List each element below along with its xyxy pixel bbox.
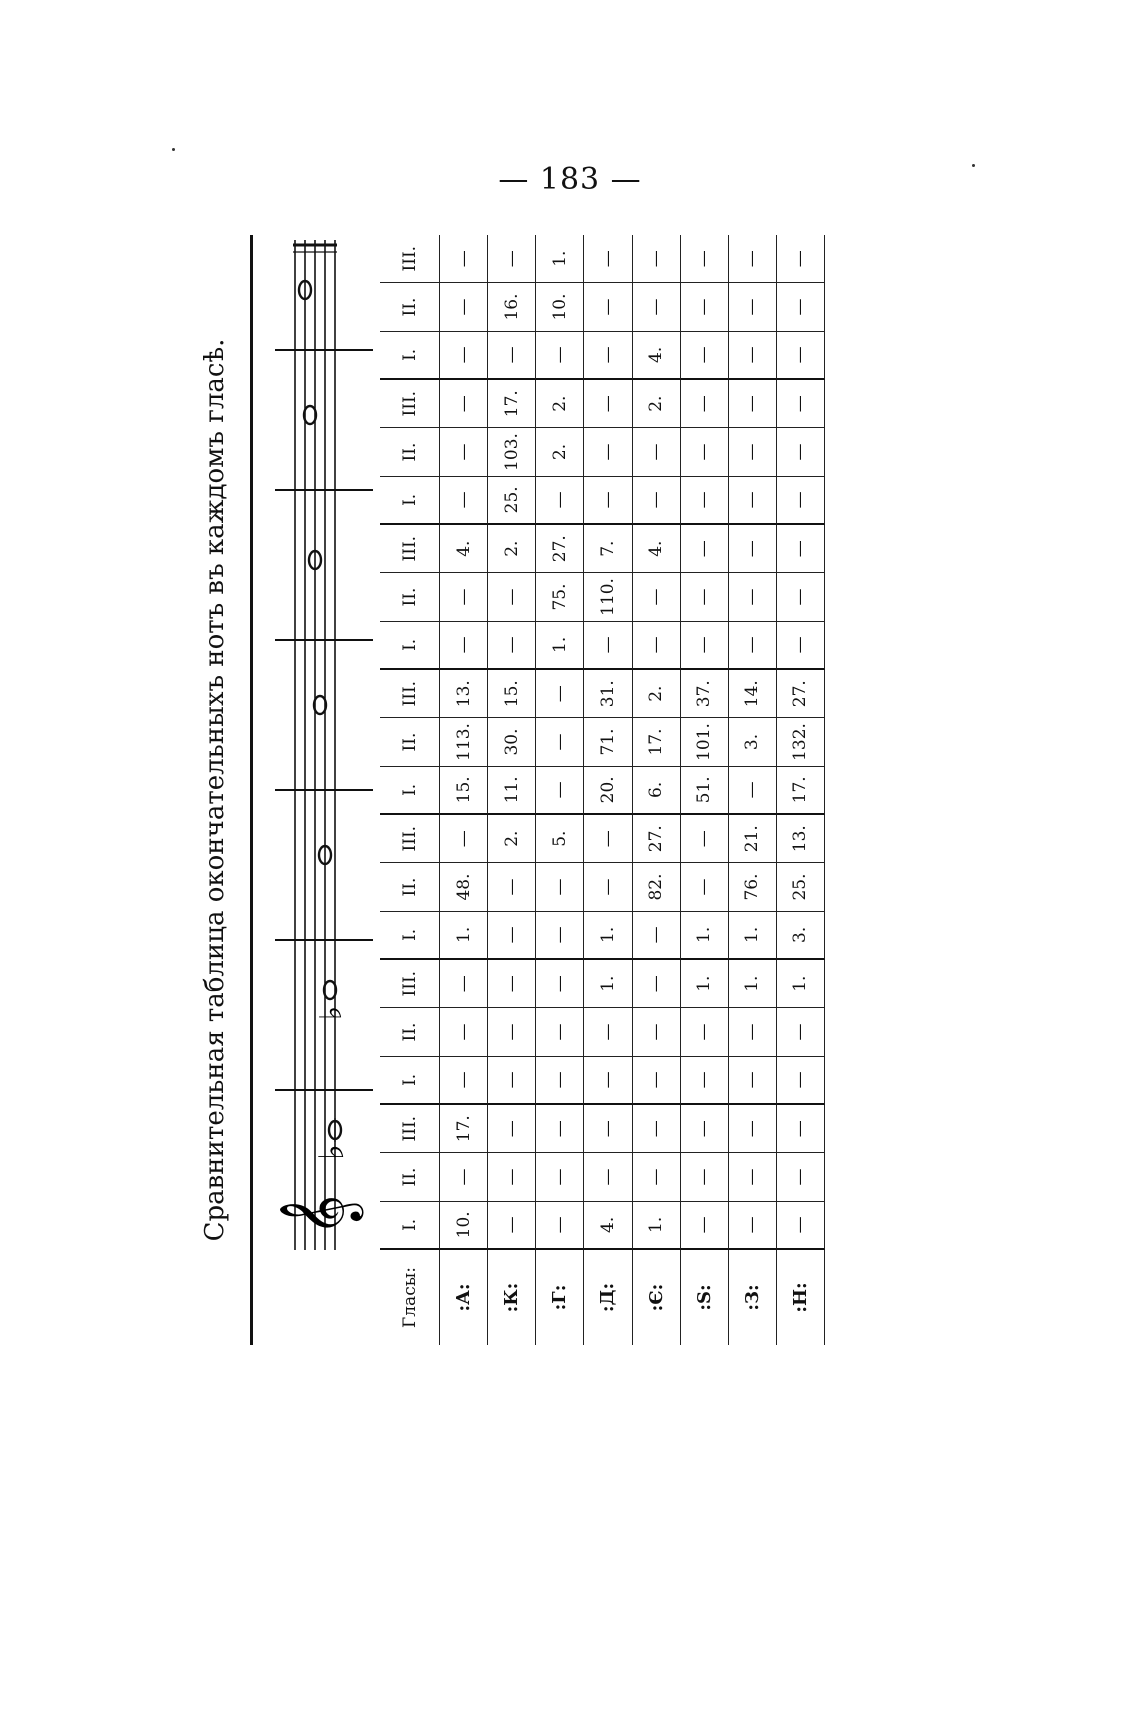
table-cell: — [729, 1105, 777, 1153]
subcolumn-header: I. [380, 1057, 440, 1105]
table-cell: — [777, 332, 825, 380]
table-cell: 3. [777, 912, 825, 960]
table-cell: — [536, 477, 584, 525]
subcolumn-header: I. [380, 477, 440, 525]
subcolumn-header: III. [380, 1105, 440, 1153]
glas-label: :З: [729, 1250, 777, 1345]
table-cell: — [488, 1153, 536, 1201]
table-cell: — [729, 235, 777, 283]
comparison-table [380, 235, 825, 1345]
table-cell: — [440, 622, 488, 670]
table-cell: — [488, 622, 536, 670]
table-cell: — [777, 428, 825, 476]
table-cell: — [681, 332, 729, 380]
table-cell: — [729, 1057, 777, 1105]
table-cell: — [729, 767, 777, 815]
table-cell: 13. [777, 815, 825, 863]
table-cell: 10. [536, 283, 584, 331]
table-cell: — [536, 1105, 584, 1153]
table-cell: 82. [633, 863, 681, 911]
table-cell: 2. [633, 380, 681, 428]
table-cell: — [440, 477, 488, 525]
table-cell: — [633, 477, 681, 525]
table-cell: 21. [729, 815, 777, 863]
table-cell: 5. [536, 815, 584, 863]
table-cell: — [440, 960, 488, 1008]
table-cell: — [536, 1008, 584, 1056]
table-cell: — [729, 1202, 777, 1250]
table-cell: — [536, 1202, 584, 1250]
table-cell: 25. [488, 477, 536, 525]
table-cell: 1. [584, 912, 632, 960]
table-cell: — [584, 622, 632, 670]
table-cell: — [777, 1057, 825, 1105]
table-cell: 13. [440, 670, 488, 718]
table-cell: 16. [488, 283, 536, 331]
flat-icon: ♭ [312, 1143, 352, 1160]
table-cell: — [488, 1202, 536, 1250]
table-cell: — [633, 1057, 681, 1105]
table-cell: — [633, 622, 681, 670]
table-cell: — [584, 1057, 632, 1105]
table-cell: 17. [488, 380, 536, 428]
table-cell: 27. [536, 525, 584, 573]
speck [172, 148, 175, 151]
table-cell: — [536, 863, 584, 911]
table-cell: — [536, 1153, 584, 1201]
table-cell: 1. [440, 912, 488, 960]
subcolumn-header: I. [380, 332, 440, 380]
table-cell: — [777, 622, 825, 670]
table-cell: — [633, 428, 681, 476]
table-cell: — [777, 380, 825, 428]
subcolumn-header: II. [380, 1153, 440, 1201]
table-cell: — [681, 525, 729, 573]
table-cell: — [488, 235, 536, 283]
table-cell: — [681, 1153, 729, 1201]
table-cell: — [681, 1105, 729, 1153]
table-cell: 14. [729, 670, 777, 718]
table-cell: — [584, 1153, 632, 1201]
table-cell: 1. [681, 960, 729, 1008]
rotated-table-block [200, 235, 825, 1345]
table-cell: 1. [729, 912, 777, 960]
subcolumn-header: II. [380, 1008, 440, 1056]
table-cell: 15. [488, 670, 536, 718]
table-cell: — [488, 912, 536, 960]
table-cell: — [536, 1057, 584, 1105]
table-cell: — [729, 1008, 777, 1056]
table-cell: — [681, 573, 729, 621]
table-cell: 110. [584, 573, 632, 621]
table-cell: 4. [633, 525, 681, 573]
glas-label: :Є: [633, 1250, 681, 1345]
subcolumn-header: I. [380, 912, 440, 960]
glas-label: :Н: [777, 1250, 825, 1345]
subcolumn-header: III. [380, 525, 440, 573]
table-cell: 7. [584, 525, 632, 573]
table-cell: 20. [584, 767, 632, 815]
table-cell: 1. [633, 1202, 681, 1250]
table-cell: 27. [777, 670, 825, 718]
table-title: Сравнительная таблица окончательныхъ нотъ въ каждомъ гласѣ. [200, 338, 230, 1242]
table-cell: — [681, 380, 729, 428]
subcolumn-header: II. [380, 283, 440, 331]
table-cell: — [777, 573, 825, 621]
page-number: — 183 — [498, 162, 642, 197]
table-cell: 2. [488, 525, 536, 573]
table-cell: — [488, 1008, 536, 1056]
table-cell: — [584, 332, 632, 380]
table-cell: — [584, 428, 632, 476]
table-cell: 37. [681, 670, 729, 718]
table-cell: — [488, 573, 536, 621]
table-cell: — [440, 235, 488, 283]
table-cell: — [729, 477, 777, 525]
table-cell: — [584, 380, 632, 428]
table-cell: — [633, 283, 681, 331]
table-cell: — [440, 283, 488, 331]
table-cell: 31. [584, 670, 632, 718]
table-cell: 75. [536, 573, 584, 621]
table-cell: 71. [584, 718, 632, 766]
table-cell: — [536, 912, 584, 960]
subcolumn-header: III. [380, 960, 440, 1008]
table-cell: — [633, 960, 681, 1008]
table-cell: — [777, 1202, 825, 1250]
table-cell: 1. [536, 235, 584, 283]
table-cell: 2. [488, 815, 536, 863]
table-cell: — [440, 428, 488, 476]
table-cell: — [777, 283, 825, 331]
table-cell: — [681, 622, 729, 670]
table-cell: 3. [729, 718, 777, 766]
table-cell: — [777, 477, 825, 525]
table-cell: — [729, 380, 777, 428]
table-cell: 2. [536, 428, 584, 476]
staff-drawing [265, 240, 375, 1250]
table-cell: 6. [633, 767, 681, 815]
subcolumn-header: II. [380, 428, 440, 476]
table-cell: — [536, 332, 584, 380]
table-cell: — [584, 1105, 632, 1153]
table-cell: — [633, 1153, 681, 1201]
table-cell: — [729, 332, 777, 380]
table-cell: — [440, 380, 488, 428]
table-cell: 1. [681, 912, 729, 960]
subcolumn-header: III. [380, 670, 440, 718]
table-cell: — [681, 863, 729, 911]
subcolumn-header: I. [380, 1202, 440, 1250]
table-cell: — [584, 235, 632, 283]
table-cell: 1. [777, 960, 825, 1008]
table-cell: — [777, 525, 825, 573]
subcolumn-header: I. [380, 767, 440, 815]
table-cell: 1. [729, 960, 777, 1008]
table-cell: — [584, 283, 632, 331]
table-cell: — [777, 235, 825, 283]
table-cell: — [440, 1153, 488, 1201]
table-cell: — [681, 477, 729, 525]
table-cell: 1. [584, 960, 632, 1008]
table-cell: — [488, 332, 536, 380]
table-cell: 2. [536, 380, 584, 428]
table-cell: — [440, 1008, 488, 1056]
subcolumn-header: II. [380, 718, 440, 766]
table-cell: 4. [440, 525, 488, 573]
table-cell: — [681, 815, 729, 863]
table-cell: 17. [777, 767, 825, 815]
table-cell: 10. [440, 1202, 488, 1250]
table-cell: — [633, 1008, 681, 1056]
table-cell: 27. [633, 815, 681, 863]
subcolumn-header: I. [380, 622, 440, 670]
table-cell: — [584, 477, 632, 525]
table-cell: — [536, 718, 584, 766]
table-cell: — [777, 1153, 825, 1201]
subcolumn-header: III. [380, 380, 440, 428]
table-cell: — [777, 1008, 825, 1056]
table-cell: 2. [633, 670, 681, 718]
table-cell: 113. [440, 718, 488, 766]
table-cell: 1. [536, 622, 584, 670]
table-cell: 48. [440, 863, 488, 911]
table-cell: 4. [584, 1202, 632, 1250]
table-cell: 30. [488, 718, 536, 766]
flat-icon: ♭ [314, 1005, 349, 1020]
table-cell: 103. [488, 428, 536, 476]
table-cell: — [536, 670, 584, 718]
table-cell: 4. [633, 332, 681, 380]
table-cell: — [681, 235, 729, 283]
glas-label: :Ѕ: [681, 1250, 729, 1345]
table-cell: 17. [633, 718, 681, 766]
table-cell: — [729, 573, 777, 621]
table-cell: 132. [777, 718, 825, 766]
table-cell: 51. [681, 767, 729, 815]
table-cell: — [633, 235, 681, 283]
subcolumn-header: III. [380, 815, 440, 863]
table-cell: — [584, 863, 632, 911]
table-cell: — [440, 1057, 488, 1105]
table-cell: — [729, 622, 777, 670]
glas-label: :К: [488, 1250, 536, 1345]
table-cell: — [729, 1153, 777, 1201]
table-cell: — [681, 1202, 729, 1250]
table-cell: — [681, 1008, 729, 1056]
table-cell: — [584, 1008, 632, 1056]
table-cell: — [729, 428, 777, 476]
glas-label: :А: [440, 1250, 488, 1345]
table-cell: 101. [681, 718, 729, 766]
treble-clef-icon: 𝄞 [278, 1194, 360, 1236]
table-cell: — [633, 912, 681, 960]
table-cell: — [633, 573, 681, 621]
glas-label: :Д: [584, 1250, 632, 1345]
table-cell: 17. [440, 1105, 488, 1153]
glas-label: :Г: [536, 1250, 584, 1345]
table-cell: — [440, 815, 488, 863]
table-cell: 11. [488, 767, 536, 815]
table-cell: — [536, 960, 584, 1008]
music-staff [265, 240, 375, 1250]
table-cell: — [488, 863, 536, 911]
left-rule [250, 235, 253, 1345]
table-cell: — [440, 332, 488, 380]
table-cell: — [681, 1057, 729, 1105]
table-cell: 15. [440, 767, 488, 815]
table-cell: — [681, 283, 729, 331]
table-cell: — [488, 1105, 536, 1153]
glasy-corner-label: Гласы: [380, 1250, 440, 1345]
subcolumn-header: II. [380, 863, 440, 911]
table-cell: — [729, 283, 777, 331]
speck [972, 164, 975, 167]
table-cell: — [584, 815, 632, 863]
table-cell: 25. [777, 863, 825, 911]
subcolumn-header: II. [380, 573, 440, 621]
table-cell: 76. [729, 863, 777, 911]
subcolumn-header: III. [380, 235, 440, 283]
table-cell: — [488, 1057, 536, 1105]
table-cell: — [777, 1105, 825, 1153]
table-cell: — [488, 960, 536, 1008]
table-cell: — [633, 1105, 681, 1153]
table-cell: — [440, 573, 488, 621]
table-cell: — [681, 428, 729, 476]
table-cell: — [536, 767, 584, 815]
table-cell: — [729, 525, 777, 573]
